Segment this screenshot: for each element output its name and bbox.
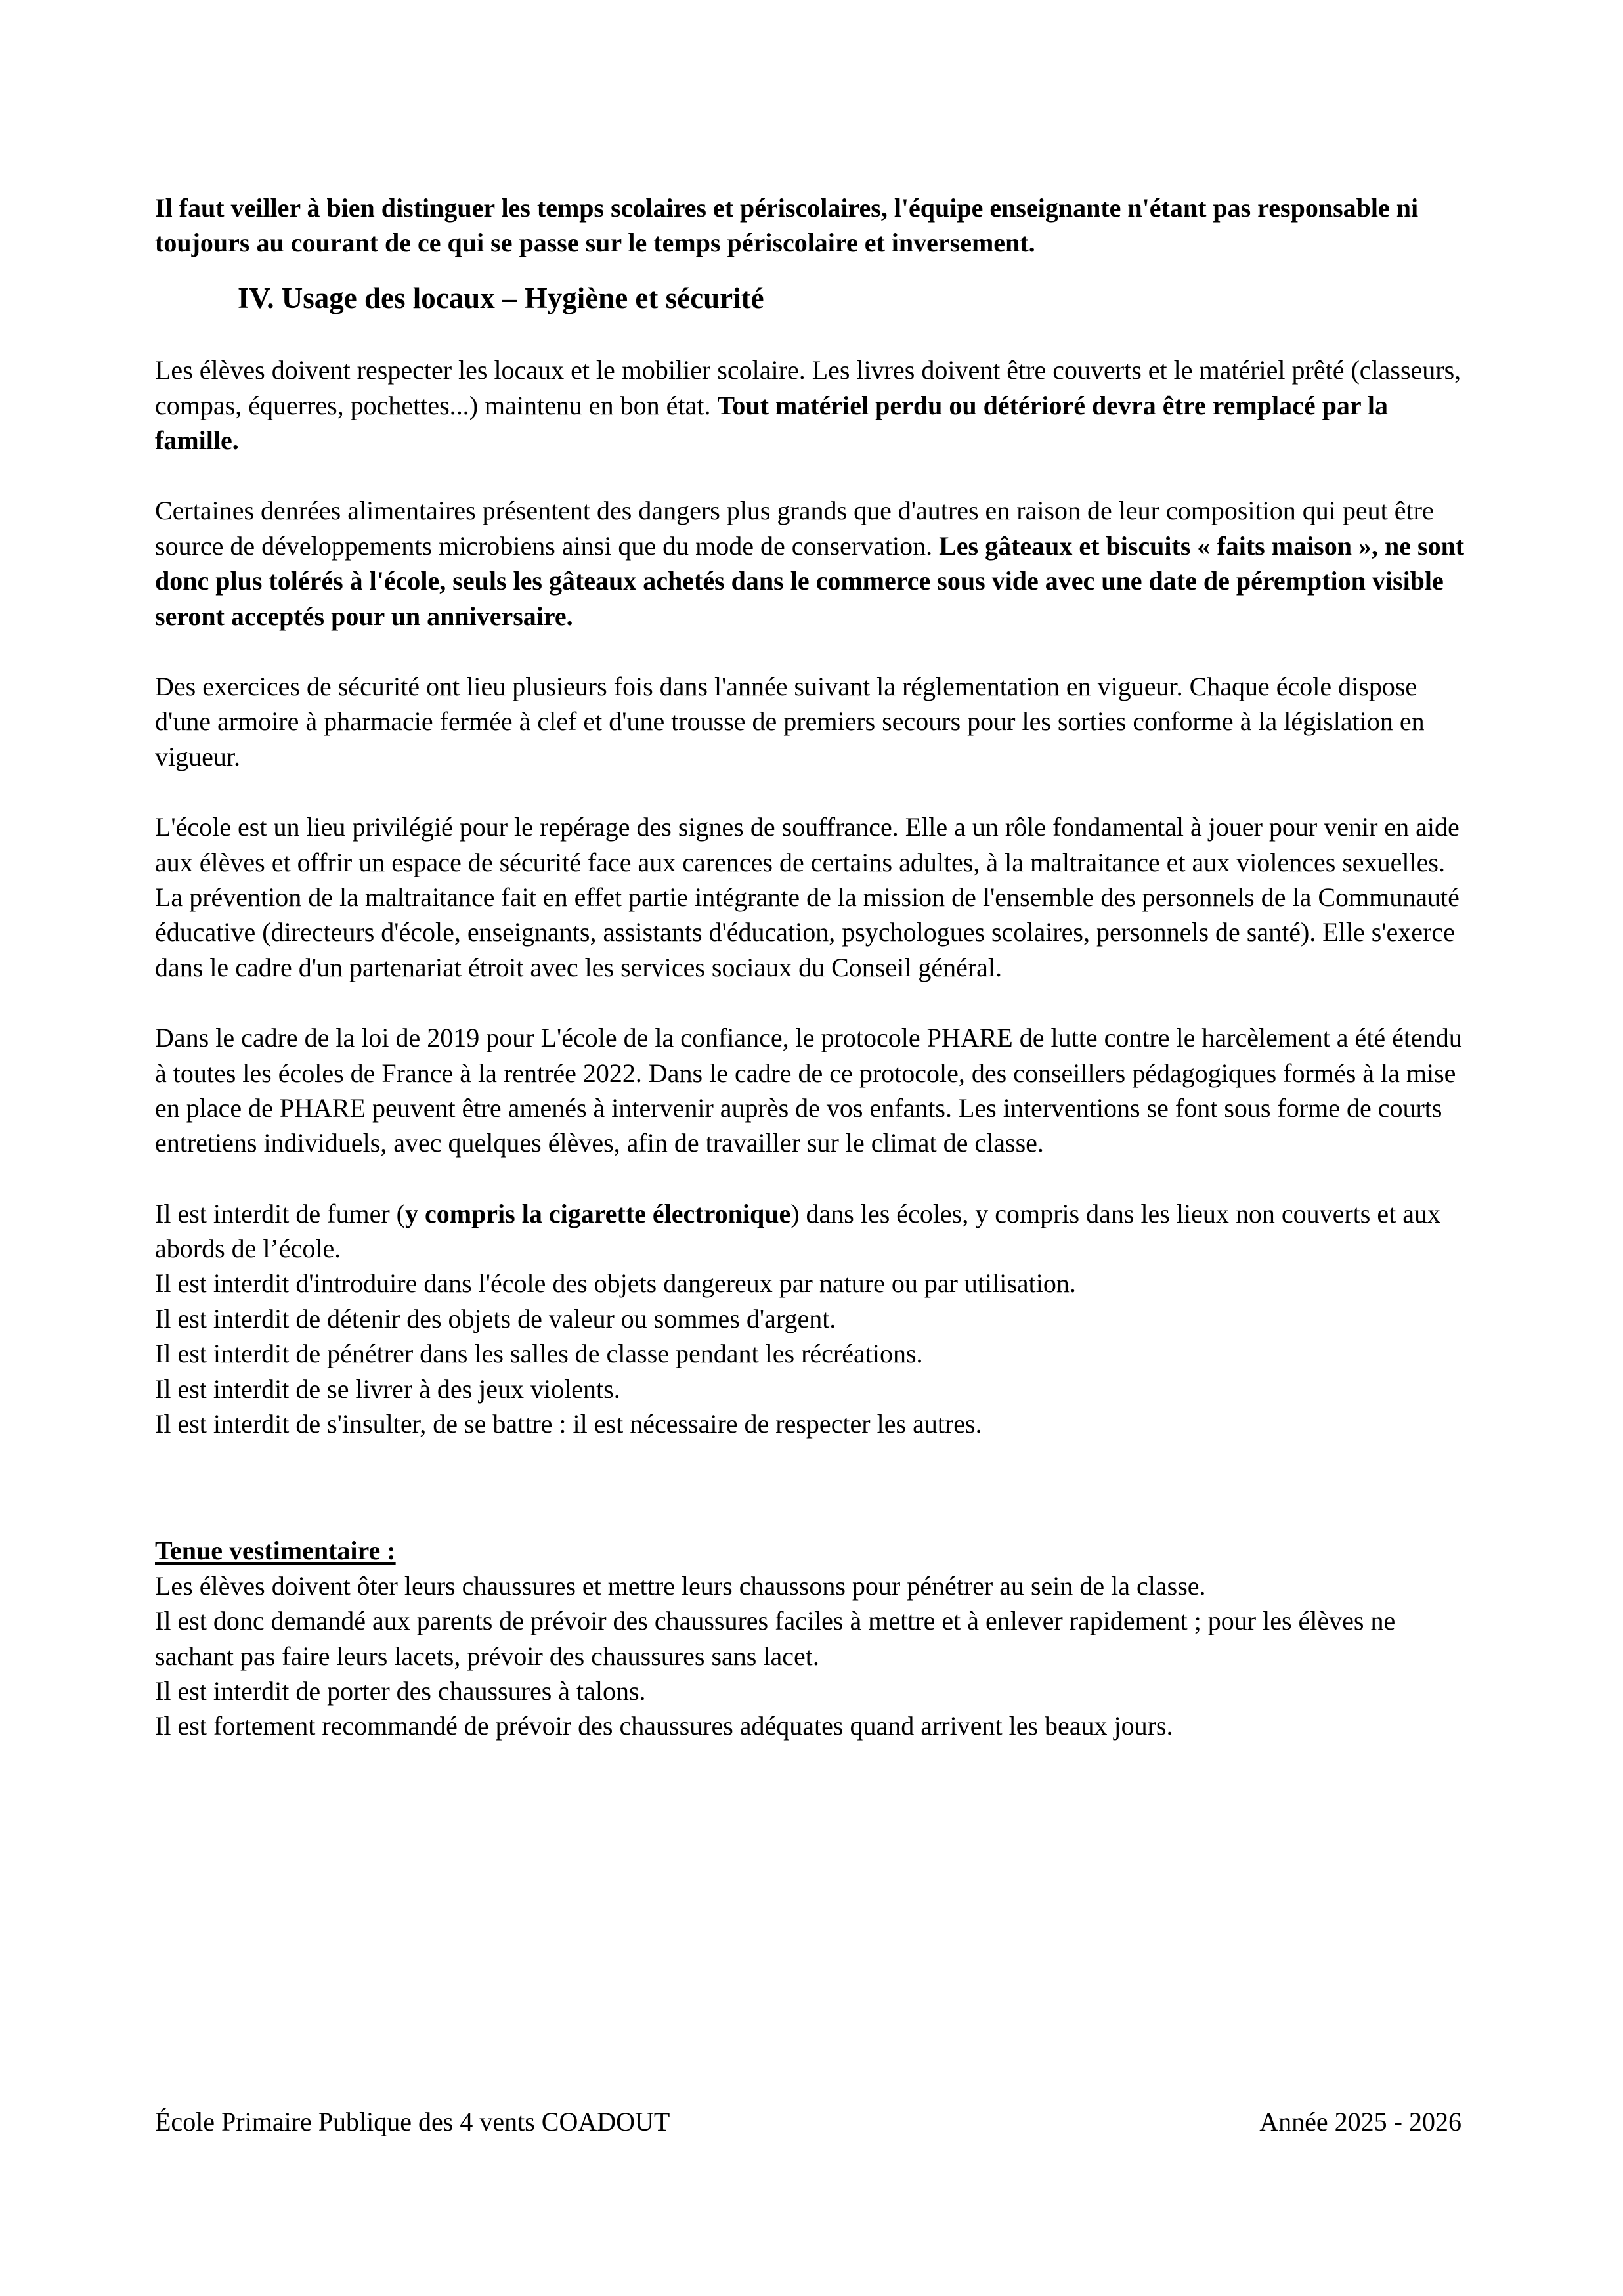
interdiction-item: Il est interdit de s'insulter, de se battre : il est nécessaire de respecter les autres. xyxy=(155,1409,982,1439)
tenue-line: Les élèves doivent ôter leurs chaussures et mettre leurs chaussons pour pénétrer au sein de la classe. xyxy=(155,1570,1206,1601)
interdiction-item: Il est interdit de pénétrer dans les salles de classe pendant les récréations. xyxy=(155,1339,923,1369)
tenue-line: Il est donc demandé aux parents de prévoir des chaussures faciles à mettre et à enlever rapidement ; pour les élèves ne sachant pas faire leurs lacets, prévoir des chaussures sans lacet. xyxy=(155,1606,1396,1671)
paragraph-materiel-emphasis: Tout matériel perdu ou détérioré devra être remplacé par la famille. xyxy=(155,390,1388,456)
footer-school-year: Année 2025 - 2026 xyxy=(1259,2107,1461,2136)
spacer xyxy=(155,317,1465,353)
document-body xyxy=(155,190,1465,1744)
spacer xyxy=(155,261,1465,279)
spacer xyxy=(155,1441,1465,1498)
spacer xyxy=(155,634,1465,669)
interdiction-fumer xyxy=(155,1196,1465,1267)
paragraph-reperage-souffrance: L'école est un lieu privilégié pour le repérage des signes de souffrance. Elle a un rôle fondamental à jouer pour venir en aide aux élèves et offrir un espace de sécurité face aux carences de certains adultes, à la maltraitance et aux violences sexuelles. xyxy=(155,812,1460,877)
paragraph-materiel-text: Les élèves doivent respecter les locaux et le mobilier scolaire. Les livres doivent être couverts et le matériel prêté (classeurs, compas, équerres, pochettes...) maintenu en bon état. xyxy=(155,355,1461,420)
tenue-line: Il est interdit de porter des chaussures à talons. xyxy=(155,1676,646,1706)
interdiction-fumer-emphasis: y compris la cigarette électronique xyxy=(404,1198,791,1228)
paragraph-materiel xyxy=(155,353,1465,458)
intro-warning-paragraph: Il faut veiller à bien distinguer les temps scolaires et périscolaires, l'équipe enseignante n'étant pas responsable ni toujours au courant de ce qui se passe sur le temps périscolaire et inversement. xyxy=(155,193,1419,258)
spacer xyxy=(155,1498,1465,1533)
paragraph-denrees-text: Certaines denrées alimentaires présentent des dangers plus grands que d'autres en raison de leur composition qui peut être source de développements microbiens ainsi que du mode de conservation. xyxy=(155,496,1434,561)
tenue-vestimentaire-heading: Tenue vestimentaire : xyxy=(155,1536,396,1566)
page-footer xyxy=(155,2106,1465,2138)
paragraph-prevention-maltraitance: La prévention de la maltraitance fait en effet partie intégrante de la mission de l'ensemble des personnels de la Communauté éducative (directeurs d'école, enseignants, assistants d'éducation, psychologues scolaires, personnels de santé). Elle s'exerce dans le cadre d'un partenariat étroit avec les services sociaux du Conseil général. xyxy=(155,882,1460,982)
interdiction-item: Il est interdit de détenir des objets de valeur ou sommes d'argent. xyxy=(155,1303,836,1333)
spacer xyxy=(155,774,1465,810)
spacer xyxy=(155,1161,1465,1196)
paragraph-denrees xyxy=(155,493,1465,634)
interdiction-fumer-part1: Il est interdit de fumer ( xyxy=(155,1198,405,1228)
spacer xyxy=(155,985,1465,1020)
paragraph-exercices-securite: Des exercices de sécurité ont lieu plusieurs fois dans l'année suivant la réglementation en vigueur. Chaque école dispose d'une armoire à pharmacie fermée à clef et d'une trousse de premiers secours pour les sorties conforme à la législation en vigueur. xyxy=(155,672,1425,771)
tenue-line: Il est fortement recommandé de prévoir des chaussures adéquates quand arrivent les beaux jours. xyxy=(155,1711,1173,1741)
paragraph-denrees-emphasis: Les gâteaux et biscuits « faits maison », ne sont donc plus tolérés à l'école, seuls les gâteaux achetés dans le commerce sous vide avec une date de péremption visible seront acceptés pour un anniversaire. xyxy=(155,531,1465,631)
section-heading-usage-des-locaux: IV. Usage des locaux – Hygiène et sécurité xyxy=(238,281,764,314)
interdiction-item: Il est interdit de se livrer à des jeux violents. xyxy=(155,1374,620,1404)
interdiction-item: Il est interdit d'introduire dans l'école des objets dangereux par nature ou par utilisation. xyxy=(155,1268,1076,1299)
spacer xyxy=(155,458,1465,493)
paragraph-protocole-phare: Dans le cadre de la loi de 2019 pour L'école de la confiance, le protocole PHARE de lutte contre le harcèlement a été étendu à toutes les écoles de France à la rentrée 2022. Dans le cadre de ce protocole, des conseillers pédagogiques formés à la mise en place de PHARE peuvent être amenés à intervenir auprès de vos enfants. Les interventions se font sous forme de courts entretiens individuels, avec quelques élèves, afin de travailler sur le climat de classe. xyxy=(155,1023,1462,1158)
footer-school-name: École Primaire Publique des 4 vents COADOUT xyxy=(155,2107,670,2136)
interdiction-fumer-part2: ) dans les écoles, y compris dans les lieux non couverts et aux abords de l’école. xyxy=(155,1198,1440,1264)
